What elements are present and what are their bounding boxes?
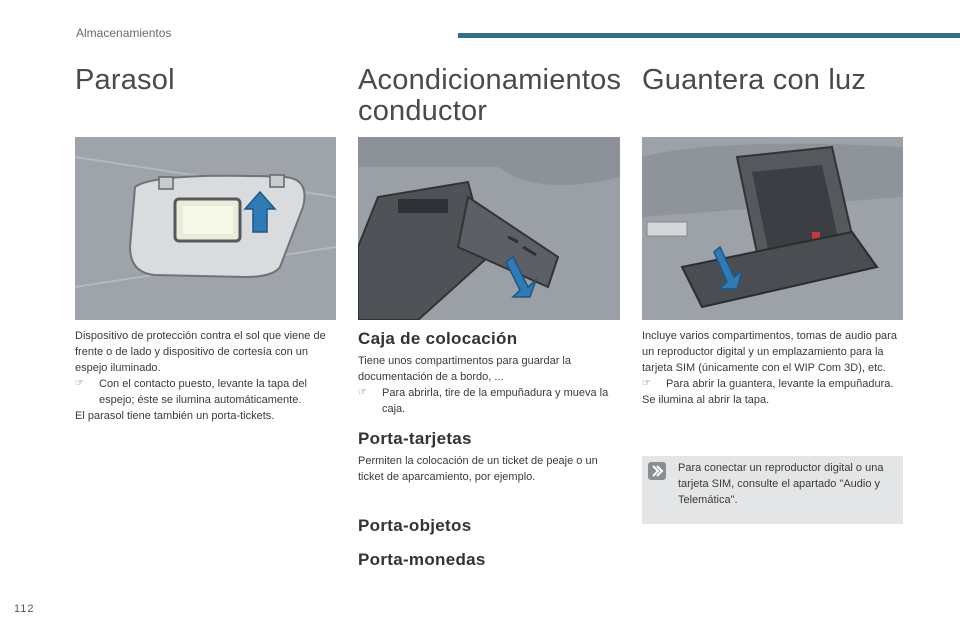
sun-visor-illustration [75,137,336,320]
tarjetas-heading: Porta-tarjetas [358,429,472,448]
header-accent-bar [458,33,960,38]
guantera-bullet-text: Para abrir la guantera, levante la empuñadura. [666,378,894,390]
guantera-outro: Se ilumina al abrir la tapa. [642,394,770,406]
parasol-text [75,328,337,424]
guantera-text [642,328,904,408]
conductor-title: Acondicionamientos conductor [358,64,622,127]
caja-bullet [358,385,620,417]
info-note [642,456,903,524]
parasol-title: Parasol [75,64,175,96]
bullet-hand-icon: ☞ [75,378,84,389]
caja-bullet-text: Para abrirla, tire de la empuñadura y mueva la caja. [382,387,609,415]
bullet-hand-icon: ☞ [358,387,367,398]
info-arrow-icon [648,462,666,480]
caja-heading: Caja de colocación [358,329,518,348]
objetos-heading: Porta-objetos [358,516,472,535]
section-label: Almacenamientos [76,26,172,40]
glovebox-illustration [642,137,903,320]
caja-text [358,353,620,417]
bullet-hand-icon: ☞ [642,378,651,389]
info-note-text: Para conectar un reproductor digital o una tarjeta SIM, consulte el apartado "Audio y Telemática". [678,462,884,506]
parasol-bullet-text: Con el contacto puesto, levante la tapa del espejo; éste se ilumina automáticamente. [99,378,307,406]
guantera-intro: Incluye varios compartimentos, tomas de audio para un reproductor digital y un emplazamiento para la tarjeta SIM (únicamente con el WIP Com 3D), etc. [642,330,897,374]
monedas-heading: Porta-monedas [358,550,486,569]
caja-intro: Tiene unos compartimentos para guardar la documentación de a bordo, ... [358,355,571,383]
tarjetas-text: Permiten la colocación de un ticket de peaje o un ticket de aparcamiento, por ejemplo. [358,455,598,483]
page-number: 112 [14,603,35,615]
parasol-bullet [75,376,337,408]
parasol-intro: Dispositivo de protección contra el sol que viene de frente o de lado y dispositivo de cortesía con un espejo iluminado. [75,330,326,374]
guantera-bullet [642,376,904,392]
driver-storage-illustration [358,137,620,320]
guantera-title: Guantera con luz [642,64,867,96]
parasol-outro: El parasol tiene también un porta-tickets. [75,410,275,422]
